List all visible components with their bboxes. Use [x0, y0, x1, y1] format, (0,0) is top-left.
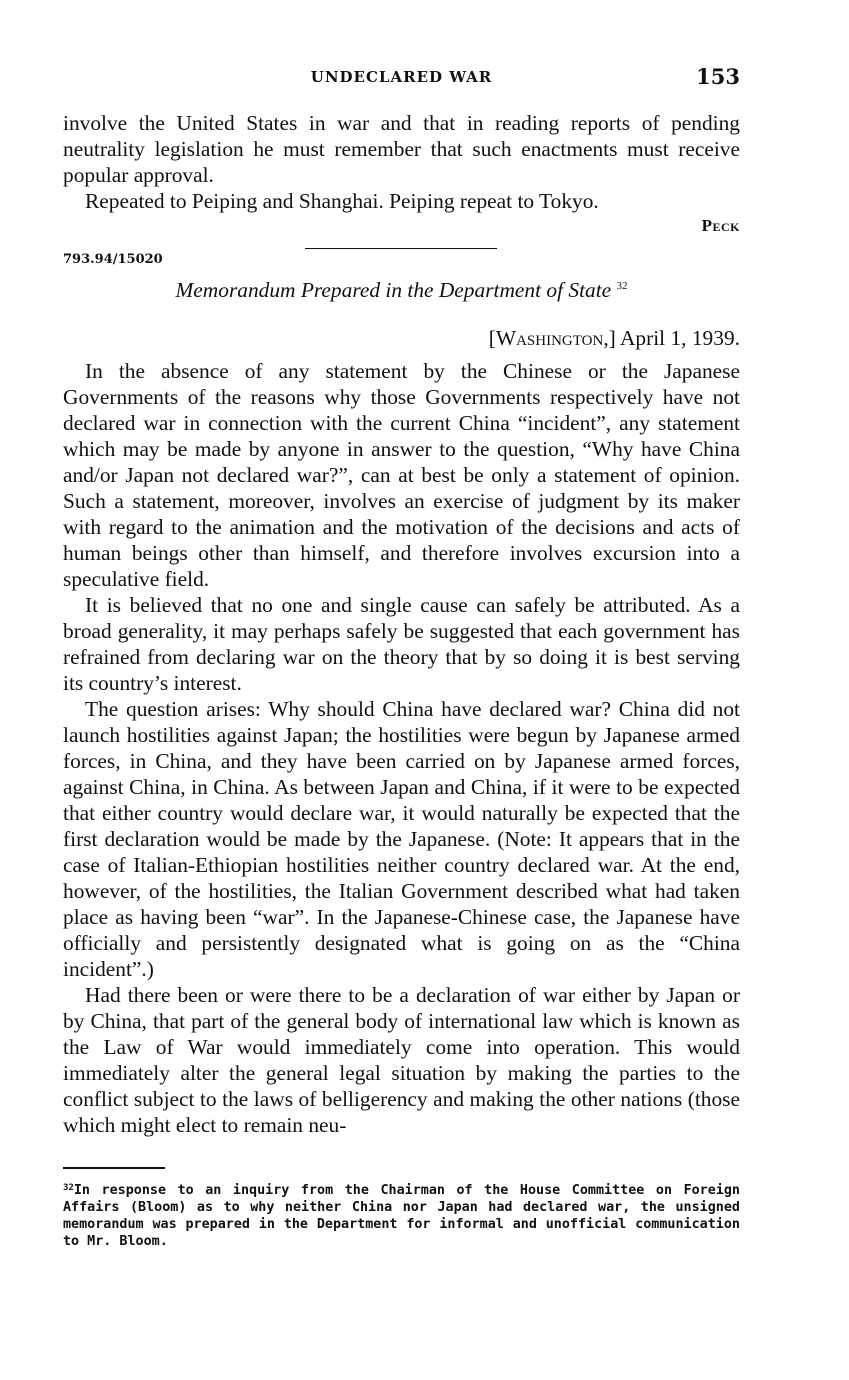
page-header — [63, 64, 740, 90]
body-paragraph: The question arises: Why should China have declared war? China did not launch hostilities against Japan; the hostilities were begun by Japanese armed forces, in China, and they have been carried on by Japanese armed forces, against China, in China. As between Japan and China, if it were to be expected that either country would declare war, it would naturally be expected that the first declaration would be made by the Japanese. (Note: It appears that in the case of Italian-Ethiopian hostilities neither country declared war. At the end, however, of the hostilities, the Italian Government described what had taken place as having been “war”. In the Japanese-Chinese case, the Japanese have officially and persistently designated what is going on as the “China incident”.) — [63, 697, 740, 981]
body-paragraph: Had there been or were there to be a declaration of war either by Japan or by China, that part of the general body of international law which is known as the Law of War would immediately come into operation. This would immediately alter the general legal situation by making the parties to the conflict subject to the laws of belligerency and making the other nations (those which might elect to remain neu- — [63, 983, 740, 1137]
body-paragraph: It is believed that no one and single cause can safely be attributed. As a broad generality, it may perhaps safely be suggested that each government has refrained from declaring war on the theory that by so doing it is best serving its country’s interest. — [63, 593, 740, 695]
signature: Peck — [701, 216, 740, 235]
paragraph-continued: involve the United States in war and that in reading reports of pending neutrality legislation he must remember that such enactments must receive popular approval. — [63, 111, 740, 187]
footnote-marker: 32 — [63, 1183, 74, 1193]
running-title: UNDECLARED WAR — [310, 68, 493, 86]
body-paragraph: In the absence of any statement by the Chinese or the Japanese Governments of the reasons why those Governments respectively have not declared war in connection with the current China “incident”, any statement which may be made by anyone in answer to the question, “Why have China and/or Japan not declared war?”, can at best be only a statement of opinion. Such a statement, moreover, involves an exercise of judgment by its maker with regard to the animation and the motivation of the decisions and acts of human beings other than himself, and therefore involves excursion into a speculative field. — [63, 359, 740, 591]
file-number: 793.94/15020 — [63, 252, 163, 267]
page-number: 153 — [696, 64, 740, 89]
document-title-text: Memorandum Prepared in the Department of State — [175, 278, 612, 302]
document-title — [63, 278, 740, 303]
continued-text — [63, 110, 740, 214]
paragraph-repeated: Repeated to Peiping and Shanghai. Peiping repeat to Tokyo. — [85, 189, 599, 213]
dateline — [489, 326, 740, 351]
memorandum-body — [63, 358, 740, 1138]
dateline-place: [Washington,] — [488, 326, 616, 350]
section-divider — [305, 248, 497, 249]
footnote-divider — [63, 1167, 165, 1169]
footnote-text: In response to an inquiry from the Chairman of the House Committee on Foreign Affairs (Bloom) as to why neither China nor Japan had declared war, the unsigned memorandum was prepared in the Department for informal and unofficial communication to Mr. Bloom. — [63, 1183, 740, 1249]
footnote — [63, 1180, 740, 1250]
dateline-date: April 1, 1939. — [619, 326, 740, 350]
footnote-reference: 32 — [616, 280, 628, 292]
